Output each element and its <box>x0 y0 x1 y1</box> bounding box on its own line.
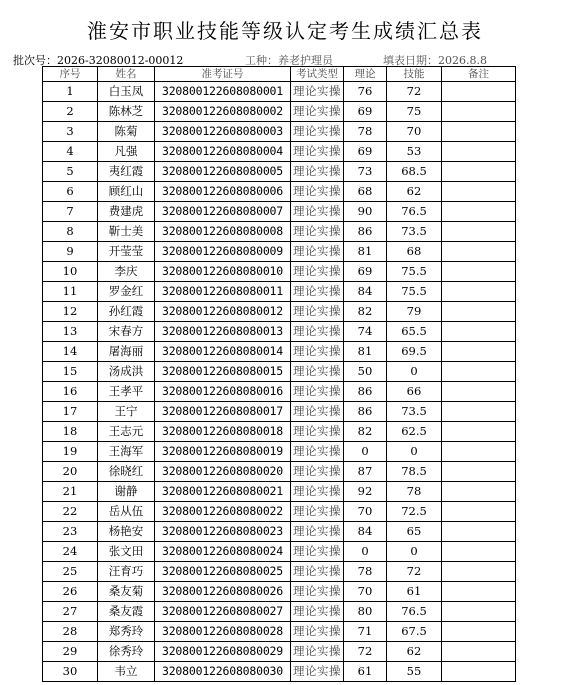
cell-name: 白玉凤 <box>98 82 155 102</box>
cell-note <box>442 522 516 542</box>
cell-name: 谢静 <box>98 482 155 502</box>
cell-theory-score: 0 <box>344 442 387 462</box>
cell-skill-score: 66 <box>387 382 442 402</box>
cell-skill-score: 61 <box>387 582 442 602</box>
cell-theory-score: 68 <box>344 182 387 202</box>
cell-name: 王海军 <box>98 442 155 462</box>
cell-exam-id: 320800122608080011 <box>155 282 291 302</box>
cell-exam-id: 320800122608080030 <box>155 662 291 682</box>
table-row <box>43 82 516 102</box>
cell-note <box>442 542 516 562</box>
batch-value: 2026-32080012-00012 <box>57 54 184 67</box>
cell-theory-score: 80 <box>344 602 387 622</box>
cell-note <box>442 622 516 642</box>
cell-exam-id: 320800122608080002 <box>155 102 291 122</box>
cell-theory-score: 71 <box>344 622 387 642</box>
table-row <box>43 462 516 482</box>
table-row <box>43 342 516 362</box>
cell-skill-score: 62 <box>387 182 442 202</box>
cell-exam-id: 320800122608080029 <box>155 642 291 662</box>
cell-theory-score: 87 <box>344 462 387 482</box>
cell-seq: 27 <box>43 602 98 622</box>
cell-seq: 22 <box>43 502 98 522</box>
cell-exam-id: 320800122608080020 <box>155 462 291 482</box>
cell-exam-type: 理论实操 <box>291 542 344 562</box>
cell-seq: 24 <box>43 542 98 562</box>
cell-theory-score: 84 <box>344 522 387 542</box>
cell-exam-id: 320800122608080022 <box>155 502 291 522</box>
cell-seq: 4 <box>43 142 98 162</box>
cell-seq: 12 <box>43 302 98 322</box>
cell-seq: 18 <box>43 422 98 442</box>
cell-name: 费建虎 <box>98 202 155 222</box>
cell-name: 靳士美 <box>98 222 155 242</box>
cell-exam-type: 理论实操 <box>291 662 344 682</box>
cell-name: 桑友菊 <box>98 582 155 602</box>
cell-exam-type: 理论实操 <box>291 182 344 202</box>
cell-name: 王宁 <box>98 402 155 422</box>
cell-theory-score: 70 <box>344 502 387 522</box>
cell-exam-id: 320800122608080028 <box>155 622 291 642</box>
cell-theory-score: 0 <box>344 542 387 562</box>
table-row <box>43 562 516 582</box>
cell-exam-type: 理论实操 <box>291 342 344 362</box>
cell-note <box>442 382 516 402</box>
cell-note <box>442 182 516 202</box>
cell-seq: 30 <box>43 662 98 682</box>
cell-seq: 19 <box>43 442 98 462</box>
cell-seq: 9 <box>43 242 98 262</box>
cell-exam-id: 320800122608080014 <box>155 342 291 362</box>
cell-skill-score: 72 <box>387 562 442 582</box>
cell-note <box>442 362 516 382</box>
col-header-id: 准考证号 <box>155 67 291 82</box>
table-row <box>43 282 516 302</box>
cell-theory-score: 72 <box>344 642 387 662</box>
cell-exam-type: 理论实操 <box>291 402 344 422</box>
cell-skill-score: 79 <box>387 302 442 322</box>
cell-exam-id: 320800122608080003 <box>155 122 291 142</box>
cell-note <box>442 222 516 242</box>
table-row <box>43 142 516 162</box>
cell-exam-id: 320800122608080024 <box>155 542 291 562</box>
cell-seq: 21 <box>43 482 98 502</box>
cell-skill-score: 72 <box>387 82 442 102</box>
cell-seq: 25 <box>43 562 98 582</box>
cell-name: 张文田 <box>98 542 155 562</box>
cell-note <box>442 122 516 142</box>
cell-exam-id: 320800122608080027 <box>155 602 291 622</box>
cell-seq: 8 <box>43 222 98 242</box>
cell-exam-type: 理论实操 <box>291 282 344 302</box>
cell-theory-score: 86 <box>344 402 387 422</box>
cell-note <box>442 102 516 122</box>
cell-note <box>442 342 516 362</box>
cell-note <box>442 402 516 422</box>
cell-name: 徐秀玲 <box>98 642 155 662</box>
cell-exam-id: 320800122608080023 <box>155 522 291 542</box>
cell-exam-id: 320800122608080007 <box>155 202 291 222</box>
cell-name: 郑秀玲 <box>98 622 155 642</box>
table-row <box>43 322 516 342</box>
table-row <box>43 582 516 602</box>
table-row <box>43 362 516 382</box>
cell-exam-type: 理论实操 <box>291 462 344 482</box>
cell-note <box>442 642 516 662</box>
cell-exam-type: 理论实操 <box>291 582 344 602</box>
cell-exam-type: 理论实操 <box>291 442 344 462</box>
cell-skill-score: 73.5 <box>387 402 442 422</box>
cell-note <box>442 282 516 302</box>
cell-exam-type: 理论实操 <box>291 422 344 442</box>
cell-exam-type: 理论实操 <box>291 142 344 162</box>
cell-skill-score: 69.5 <box>387 342 442 362</box>
cell-exam-id: 320800122608080016 <box>155 382 291 402</box>
cell-theory-score: 81 <box>344 242 387 262</box>
col-header-note: 备注 <box>442 67 516 82</box>
cell-skill-score: 73.5 <box>387 222 442 242</box>
cell-skill-score: 75.5 <box>387 262 442 282</box>
table-row <box>43 402 516 422</box>
col-header-no: 序号 <box>43 67 98 82</box>
cell-note <box>442 142 516 162</box>
table-row <box>43 162 516 182</box>
cell-note <box>442 82 516 102</box>
cell-skill-score: 72.5 <box>387 502 442 522</box>
cell-exam-id: 320800122608080001 <box>155 82 291 102</box>
cell-skill-score: 0 <box>387 542 442 562</box>
table-row <box>43 122 516 142</box>
cell-exam-type: 理论实操 <box>291 382 344 402</box>
cell-exam-type: 理论实操 <box>291 242 344 262</box>
score-table <box>42 66 516 682</box>
cell-exam-id: 320800122608080004 <box>155 142 291 162</box>
cell-name: 开莹莹 <box>98 242 155 262</box>
cell-note <box>442 462 516 482</box>
cell-seq: 20 <box>43 462 98 482</box>
cell-name: 韦立 <box>98 662 155 682</box>
cell-skill-score: 65.5 <box>387 322 442 342</box>
cell-exam-id: 320800122608080018 <box>155 422 291 442</box>
cell-note <box>442 262 516 282</box>
cell-exam-id: 320800122608080015 <box>155 362 291 382</box>
cell-skill-score: 68.5 <box>387 162 442 182</box>
cell-name: 罗金红 <box>98 282 155 302</box>
cell-exam-id: 320800122608080021 <box>155 482 291 502</box>
cell-exam-type: 理论实操 <box>291 502 344 522</box>
cell-theory-score: 78 <box>344 122 387 142</box>
cell-seq: 28 <box>43 622 98 642</box>
cell-skill-score: 65 <box>387 522 442 542</box>
cell-exam-id: 320800122608080005 <box>155 162 291 182</box>
cell-exam-id: 320800122608080019 <box>155 442 291 462</box>
cell-name: 凡强 <box>98 142 155 162</box>
cell-skill-score: 76.5 <box>387 202 442 222</box>
cell-note <box>442 602 516 622</box>
cell-seq: 10 <box>43 262 98 282</box>
cell-skill-score: 67.5 <box>387 622 442 642</box>
cell-name: 夷红霞 <box>98 162 155 182</box>
batch-label: 批次号： <box>13 54 57 67</box>
cell-exam-type: 理论实操 <box>291 202 344 222</box>
cell-skill-score: 68 <box>387 242 442 262</box>
cell-note <box>442 582 516 602</box>
cell-theory-score: 73 <box>344 162 387 182</box>
col-header-name: 姓名 <box>98 67 155 82</box>
cell-seq: 14 <box>43 342 98 362</box>
cell-seq: 2 <box>43 102 98 122</box>
cell-theory-score: 78 <box>344 562 387 582</box>
cell-exam-type: 理论实操 <box>291 562 344 582</box>
cell-note <box>442 502 516 522</box>
cell-skill-score: 78 <box>387 482 442 502</box>
cell-seq: 16 <box>43 382 98 402</box>
cell-theory-score: 69 <box>344 142 387 162</box>
cell-theory-score: 81 <box>344 342 387 362</box>
table-row <box>43 262 516 282</box>
cell-note <box>442 662 516 682</box>
cell-theory-score: 69 <box>344 262 387 282</box>
cell-name: 汤成洪 <box>98 362 155 382</box>
cell-note <box>442 322 516 342</box>
cell-name: 孙红霞 <box>98 302 155 322</box>
table-row <box>43 202 516 222</box>
cell-seq: 6 <box>43 182 98 202</box>
table-row <box>43 642 516 662</box>
cell-skill-score: 55 <box>387 662 442 682</box>
table-row <box>43 502 516 522</box>
cell-theory-score: 69 <box>344 102 387 122</box>
cell-exam-type: 理论实操 <box>291 102 344 122</box>
cell-exam-type: 理论实操 <box>291 302 344 322</box>
col-header-type: 考试类型 <box>291 67 344 82</box>
cell-skill-score: 76.5 <box>387 602 442 622</box>
cell-name: 陈林芝 <box>98 102 155 122</box>
cell-seq: 3 <box>43 122 98 142</box>
table-row <box>43 182 516 202</box>
cell-theory-score: 70 <box>344 582 387 602</box>
cell-seq: 29 <box>43 642 98 662</box>
cell-skill-score: 75.5 <box>387 282 442 302</box>
cell-name: 宋春方 <box>98 322 155 342</box>
cell-exam-type: 理论实操 <box>291 362 344 382</box>
cell-theory-score: 86 <box>344 382 387 402</box>
table-row <box>43 602 516 622</box>
page-title: 淮安市职业技能等级认定考生成绩汇总表 <box>87 19 483 43</box>
cell-seq: 1 <box>43 82 98 102</box>
table-row <box>43 382 516 402</box>
cell-skill-score: 62.5 <box>387 422 442 442</box>
col-header-theory: 理论 <box>344 67 387 82</box>
cell-seq: 17 <box>43 402 98 422</box>
cell-theory-score: 86 <box>344 222 387 242</box>
table-row <box>43 542 516 562</box>
cell-exam-id: 320800122608080012 <box>155 302 291 322</box>
cell-note <box>442 562 516 582</box>
cell-name: 汪育巧 <box>98 562 155 582</box>
date-label: 填表日期： <box>383 54 438 67</box>
cell-exam-type: 理论实操 <box>291 122 344 142</box>
table-row <box>43 522 516 542</box>
cell-seq: 23 <box>43 522 98 542</box>
cell-name: 屠海丽 <box>98 342 155 362</box>
cell-exam-id: 320800122608080026 <box>155 582 291 602</box>
cell-skill-score: 70 <box>387 122 442 142</box>
cell-note <box>442 422 516 442</box>
cell-name: 顾红山 <box>98 182 155 202</box>
cell-note <box>442 162 516 182</box>
cell-theory-score: 61 <box>344 662 387 682</box>
cell-skill-score: 75 <box>387 102 442 122</box>
cell-theory-score: 90 <box>344 202 387 222</box>
cell-name: 杨艳安 <box>98 522 155 542</box>
cell-exam-type: 理论实操 <box>291 482 344 502</box>
cell-exam-type: 理论实操 <box>291 522 344 542</box>
cell-skill-score: 78.5 <box>387 462 442 482</box>
table-row <box>43 622 516 642</box>
cell-name: 桑友霞 <box>98 602 155 622</box>
cell-exam-id: 320800122608080010 <box>155 262 291 282</box>
cell-exam-type: 理论实操 <box>291 322 344 342</box>
cell-name: 陈菊 <box>98 122 155 142</box>
cell-exam-type: 理论实操 <box>291 262 344 282</box>
cell-name: 王孝平 <box>98 382 155 402</box>
cell-name: 王志元 <box>98 422 155 442</box>
cell-theory-score: 50 <box>344 362 387 382</box>
table-row <box>43 442 516 462</box>
cell-theory-score: 82 <box>344 302 387 322</box>
table-row <box>43 482 516 502</box>
cell-note <box>442 442 516 462</box>
cell-note <box>442 202 516 222</box>
date-value: 2026.8.8 <box>438 54 487 67</box>
cell-seq: 11 <box>43 282 98 302</box>
cell-exam-id: 320800122608080008 <box>155 222 291 242</box>
cell-skill-score: 62 <box>387 642 442 662</box>
cell-theory-score: 82 <box>344 422 387 442</box>
cell-exam-type: 理论实操 <box>291 602 344 622</box>
cell-note <box>442 482 516 502</box>
table-row <box>43 102 516 122</box>
table-row <box>43 302 516 322</box>
cell-skill-score: 0 <box>387 442 442 462</box>
cell-name: 徐晓红 <box>98 462 155 482</box>
table-row <box>43 222 516 242</box>
trade-value: 养老护理员 <box>278 54 333 67</box>
cell-name: 李庆 <box>98 262 155 282</box>
col-header-skill: 技能 <box>387 67 442 82</box>
cell-skill-score: 0 <box>387 362 442 382</box>
cell-exam-type: 理论实操 <box>291 82 344 102</box>
cell-seq: 26 <box>43 582 98 602</box>
cell-exam-id: 320800122608080017 <box>155 402 291 422</box>
cell-exam-id: 320800122608080013 <box>155 322 291 342</box>
cell-note <box>442 302 516 322</box>
cell-seq: 13 <box>43 322 98 342</box>
cell-theory-score: 92 <box>344 482 387 502</box>
cell-skill-score: 53 <box>387 142 442 162</box>
table-row <box>43 662 516 682</box>
cell-exam-type: 理论实操 <box>291 622 344 642</box>
cell-theory-score: 74 <box>344 322 387 342</box>
table-header-row <box>43 67 516 82</box>
cell-exam-id: 320800122608080009 <box>155 242 291 262</box>
cell-exam-id: 320800122608080025 <box>155 562 291 582</box>
cell-seq: 5 <box>43 162 98 182</box>
cell-name: 岳从伍 <box>98 502 155 522</box>
cell-exam-id: 320800122608080006 <box>155 182 291 202</box>
cell-note <box>442 242 516 262</box>
table-row <box>43 422 516 442</box>
trade-label: 工种： <box>245 54 278 67</box>
cell-exam-type: 理论实操 <box>291 642 344 662</box>
cell-theory-score: 84 <box>344 282 387 302</box>
cell-seq: 7 <box>43 202 98 222</box>
cell-exam-type: 理论实操 <box>291 222 344 242</box>
cell-theory-score: 76 <box>344 82 387 102</box>
cell-exam-type: 理论实操 <box>291 162 344 182</box>
table-row <box>43 242 516 262</box>
cell-seq: 15 <box>43 362 98 382</box>
